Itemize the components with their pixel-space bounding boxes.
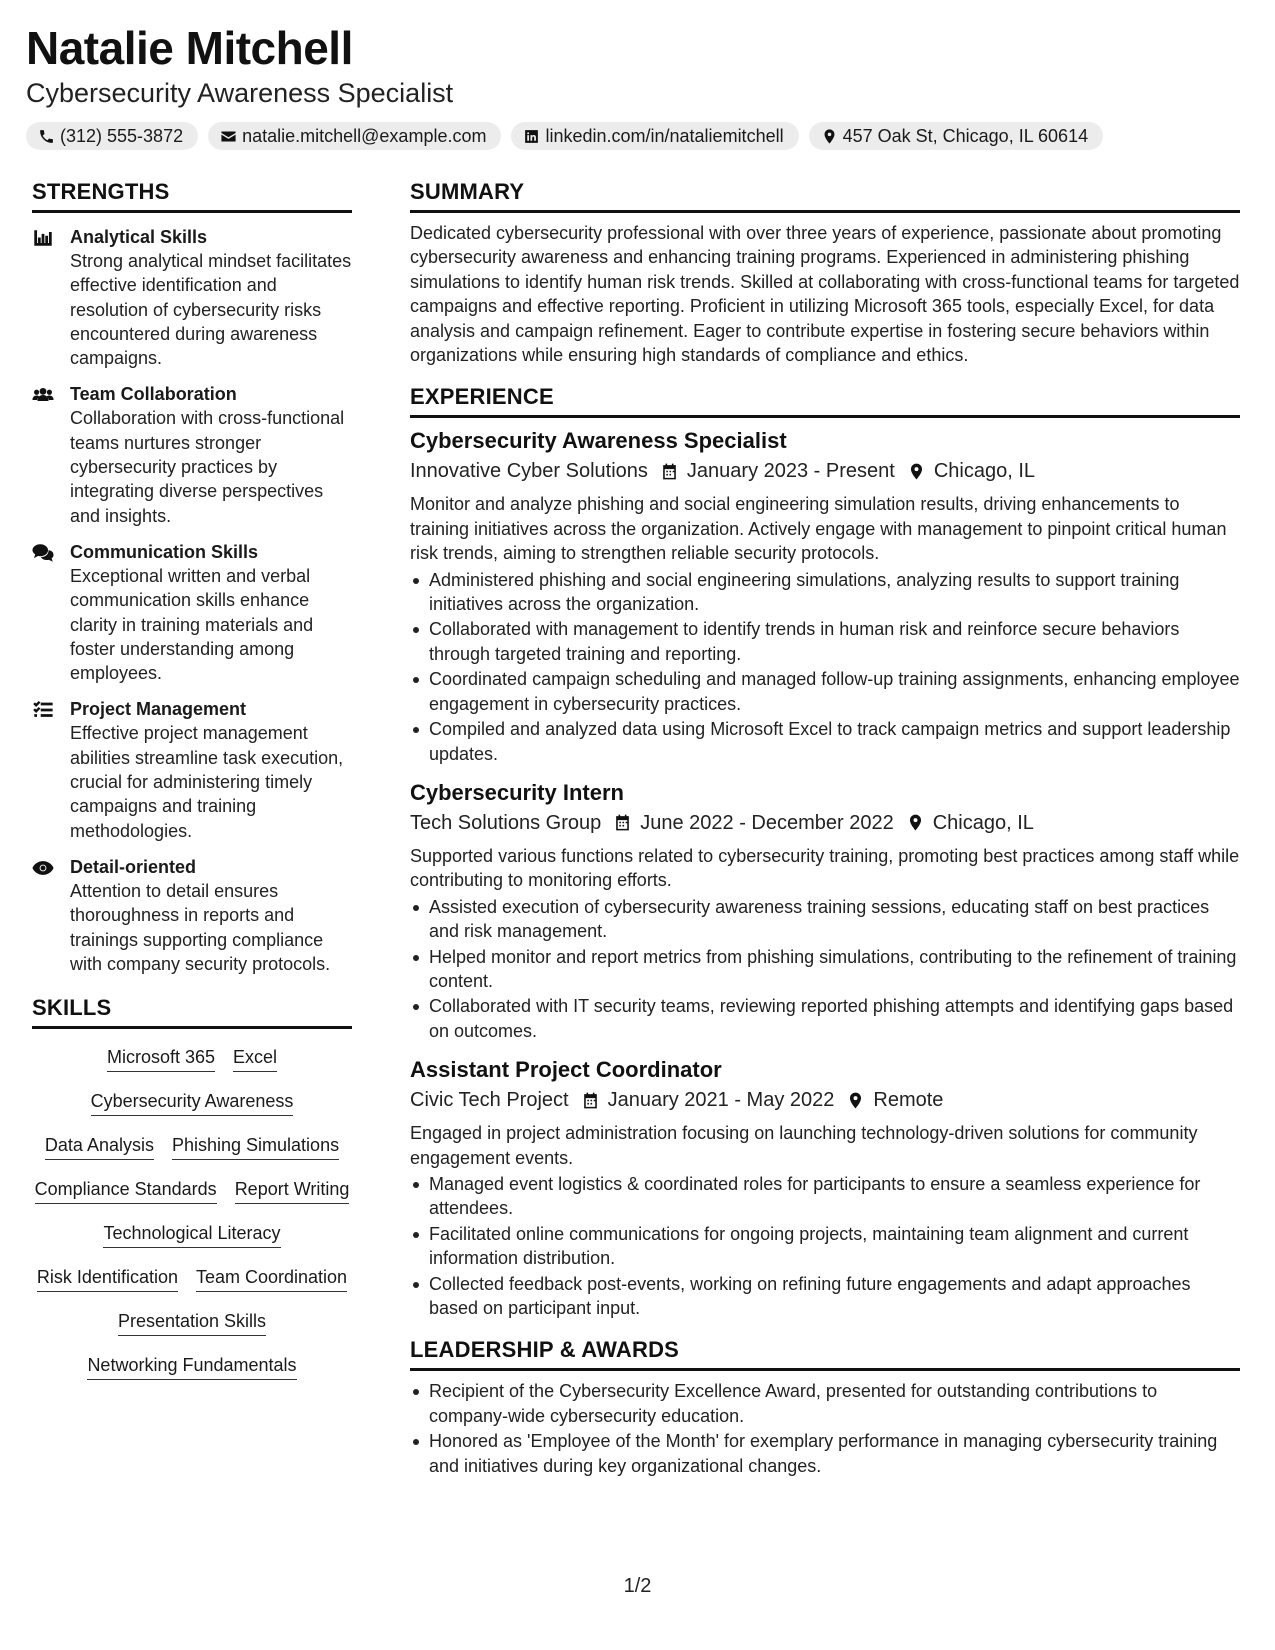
bullet-item: Managed event logistics & coordinated roles for participants to ensure a seamless experience for attendees. — [410, 1172, 1240, 1221]
skill-tag: Report Writing — [235, 1177, 350, 1204]
role-location: Chicago, IL — [933, 460, 1035, 483]
skill-tag: Risk Identification — [37, 1265, 178, 1292]
strengths-heading: STRENGTHS — [32, 178, 352, 213]
role-title: Cybersecurity Awareness Specialist — [410, 428, 787, 454]
bullet-item: Recipient of the Cybersecurity Excellence Award, presented for outstanding contributions to company-wide cybersecurity education. — [410, 1379, 1240, 1428]
skill-tag: Excel — [233, 1045, 277, 1072]
role-meta — [410, 1085, 1240, 1115]
envelope-icon — [220, 128, 237, 145]
skills-section — [32, 994, 352, 1380]
bullet-item: Facilitated online communications for ongoing projects, maintaining team alignment and current information distribution. — [410, 1222, 1240, 1271]
calendar-icon — [613, 813, 632, 832]
role-dates: January 2023 - Present — [686, 460, 895, 483]
skills-heading: SKILLS — [32, 994, 352, 1029]
role-location: Remote — [873, 1089, 944, 1112]
role-dates: June 2022 - December 2022 — [640, 811, 894, 834]
skill-tag: Phishing Simulations — [172, 1133, 339, 1160]
bullet-item: Honored as 'Employee of the Month' for exemplary performance in managing cybersecurity training and initiatives during key organizational changes. — [410, 1429, 1240, 1478]
role-title: Cybersecurity Intern — [410, 779, 624, 805]
strength-desc: Attention to detail ensures thoroughness in reports and trainings supporting compliance with company security protocols. — [70, 880, 331, 974]
list-check-icon — [32, 699, 54, 721]
strength-item — [32, 540, 352, 685]
role-meta — [410, 456, 1240, 486]
resume-header — [26, 22, 1103, 150]
map-pin-icon — [821, 128, 838, 145]
role-description: Monitor and analyze phishing and social engineering simulation results, driving enhancements to training initiatives across the organization. Actively engage with management to pinpoint critical human risk trends, aiming to strengthen reliable security protocols. — [410, 494, 1227, 564]
skill-tag: Microsoft 365 — [107, 1045, 215, 1072]
skill-tag: Technological Literacy — [103, 1221, 280, 1248]
page-number: 1/2 — [623, 1575, 652, 1597]
skill-tag: Presentation Skills — [118, 1309, 266, 1336]
role-company: Tech Solutions Group — [410, 811, 602, 834]
leadership-heading: LEADERSHIP & AWARDS — [410, 1336, 1240, 1371]
skills-list — [32, 1045, 352, 1380]
leadership-list — [410, 1379, 1240, 1478]
skill-tag: Networking Fundamentals — [87, 1353, 296, 1380]
map-pin-icon — [906, 813, 925, 832]
phone-icon — [38, 128, 55, 145]
contact-bar — [26, 122, 1103, 150]
address-chip — [809, 122, 1104, 150]
strength-title: Analytical Skills — [70, 227, 208, 247]
skill-tag: Data Analysis — [45, 1133, 154, 1160]
left-column — [32, 178, 352, 1380]
experience-entry — [410, 778, 1240, 1043]
bullet-item: Administered phishing and social engineering simulations, analyzing results to support training initiatives across the organization. — [410, 568, 1240, 617]
experience-entry — [410, 426, 1240, 765]
bullet-item: Compiled and analyzed data using Microsoft Excel to track campaign metrics and support leadership updates. — [410, 717, 1240, 766]
linkedin-icon — [523, 128, 540, 145]
phone-chip[interactable] — [26, 122, 198, 150]
summary-heading: SUMMARY — [410, 178, 1240, 213]
strength-item — [32, 855, 352, 976]
leadership-section — [410, 1336, 1240, 1478]
role-location: Chicago, IL — [932, 811, 1034, 834]
strength-title: Team Collaboration — [70, 384, 237, 405]
experience-entry — [410, 1055, 1240, 1320]
calendar-icon — [660, 462, 679, 481]
strengths-list — [32, 225, 352, 976]
skill-tag: Team Coordination — [196, 1265, 347, 1292]
phone-text: (312) 555-3872 — [60, 125, 184, 146]
role-description: Engaged in project administration focusing on launching technology-driven solutions for community engagement events. — [410, 1123, 1198, 1168]
address-text: 457 Oak St, Chicago, IL 60614 — [842, 125, 1089, 146]
experience-section — [410, 383, 1240, 1320]
map-pin-icon — [846, 1091, 865, 1110]
skill-tag: Cybersecurity Awareness — [91, 1089, 294, 1116]
bar-chart-icon — [32, 227, 54, 249]
summary-text: Dedicated cybersecurity professional with over three years of experience, passionate about promoting cybersecurity awareness and enhancing training programs. Experienced in administering phishing simulations to identify human risk trends. Skilled at collaborating with cross-functional teams for targeted campaigns and effective reporting. Proficient in utilizing Microsoft 365 tools, especially Excel, for data analysis and campaign refinement. Eager to contribute expertise in fostering secure behaviors within organizations while ensuring high standards of compliance and ethics. — [410, 223, 1240, 366]
eye-icon — [32, 857, 54, 879]
linkedin-chip[interactable] — [511, 122, 798, 150]
role-company: Innovative Cyber Solutions — [410, 460, 648, 483]
bullet-item: Assisted execution of cybersecurity awareness training sessions, educating staff on best practices and risk management. — [410, 895, 1240, 944]
bullet-item: Collaborated with IT security teams, reviewing reported phishing attempts and identifying gaps based on outcomes. — [410, 994, 1240, 1043]
role-bullets — [410, 1172, 1240, 1320]
role-meta — [410, 808, 1240, 838]
strength-title: Detail-oriented — [70, 856, 197, 877]
strength-desc: Exceptional written and verbal communication skills enhance clarity in training materials and foster understanding among employees. — [70, 565, 314, 684]
strength-item — [32, 225, 352, 370]
email-chip[interactable] — [208, 122, 501, 150]
experience-heading: EXPERIENCE — [410, 383, 1240, 418]
strength-desc: Strong analytical mindset facilitates effective identification and resolution of cybersecurity risks encountered during awareness campaigns. — [70, 251, 352, 369]
strength-desc: Effective project management abilities streamline task execution, crucial for administering timely campaigns and training methodologies. — [70, 723, 344, 841]
role-bullets — [410, 568, 1240, 766]
bullet-item: Collaborated with management to identify trends in human risk and reinforce secure behaviors through targeted training and reporting. — [410, 617, 1240, 666]
users-icon — [32, 384, 54, 406]
email-text: natalie.mitchell@example.com — [242, 125, 487, 146]
strength-title: Project Management — [70, 699, 247, 720]
map-pin-icon — [907, 462, 926, 481]
role-company: Civic Tech Project — [410, 1089, 569, 1112]
strength-desc: Collaboration with cross-functional teams nurtures stronger cybersecurity practices by integrating diverse perspectives and insights. — [70, 408, 345, 526]
bullet-item: Helped monitor and report metrics from phishing simulations, contributing to the refinement of training content. — [410, 945, 1240, 994]
skill-tag: Compliance Standards — [35, 1177, 217, 1204]
strength-item — [32, 382, 352, 527]
linkedin-text: linkedin.com/in/nataliemitchell — [545, 125, 784, 146]
role-dates: January 2021 - May 2022 — [607, 1089, 835, 1112]
bullet-item: Coordinated campaign scheduling and managed follow-up training assignments, enhancing employee engagement in cybersecurity practices. — [410, 667, 1240, 716]
candidate-title: Cybersecurity Awareness Specialist — [26, 78, 454, 108]
strength-item — [32, 697, 352, 842]
candidate-name: Natalie Mitchell — [26, 22, 353, 74]
role-description: Supported various functions related to cybersecurity training, promoting best practices among staff while contributing to monitoring efforts. — [410, 845, 1240, 891]
right-column — [410, 178, 1240, 1479]
calendar-icon — [581, 1091, 600, 1110]
bullet-item: Collected feedback post-events, working on refining future engagements and adapt approaches based on participant input. — [410, 1272, 1240, 1321]
strength-title: Communication Skills — [70, 541, 259, 562]
role-bullets — [410, 895, 1240, 1043]
comments-icon — [32, 542, 54, 564]
role-title: Assistant Project Coordinator — [410, 1057, 722, 1083]
